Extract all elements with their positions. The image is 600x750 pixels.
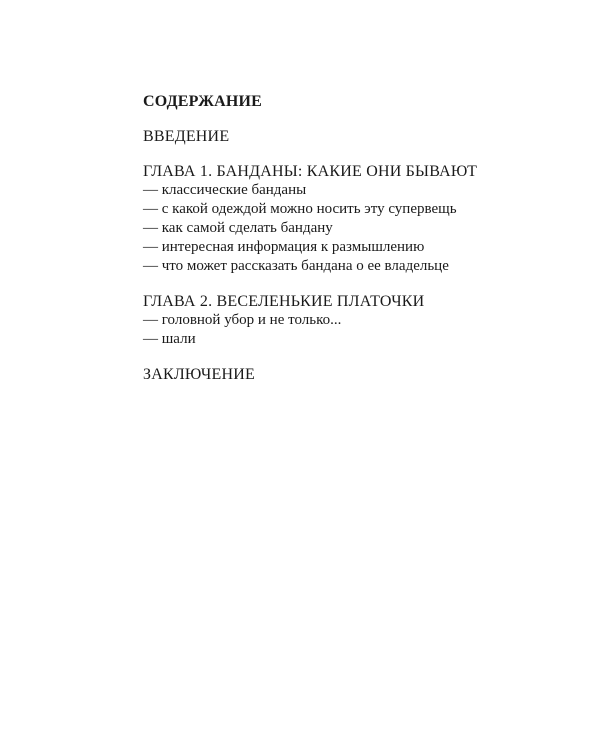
toc-section-chapter-2 [143,292,563,349]
toc-item: — с какой одеждой можно носить эту супервещь [143,201,457,217]
toc-section-chapter-1 [143,162,563,276]
toc-item: — классические банданы [143,182,307,198]
section-heading: ЗАКЛЮЧЕНИЕ [143,366,255,383]
toc-item: — как самой сделать бандану [143,220,333,236]
section-items [143,311,563,349]
toc-item: — головной убор и не только... [143,312,342,328]
section-heading: ГЛАВА 2. ВЕСЕЛЕНЬКИЕ ПЛАТОЧКИ [143,293,425,310]
table-of-contents [143,93,563,400]
section-heading: ГЛАВА 1. БАНДАНЫ: КАКИЕ ОНИ БЫВАЮТ [143,163,478,180]
toc-item: — что может рассказать бандана о ее владельце [143,258,449,274]
toc-section-introduction [143,127,563,146]
toc-item: — шали [143,331,196,347]
section-items [143,181,563,276]
toc-section-conclusion [143,365,563,384]
section-heading: ВВЕДЕНИЕ [143,128,230,145]
toc-title: СОДЕРЖАНИЕ [143,93,263,110]
toc-item: — интересная информация к размышлению [143,239,425,255]
